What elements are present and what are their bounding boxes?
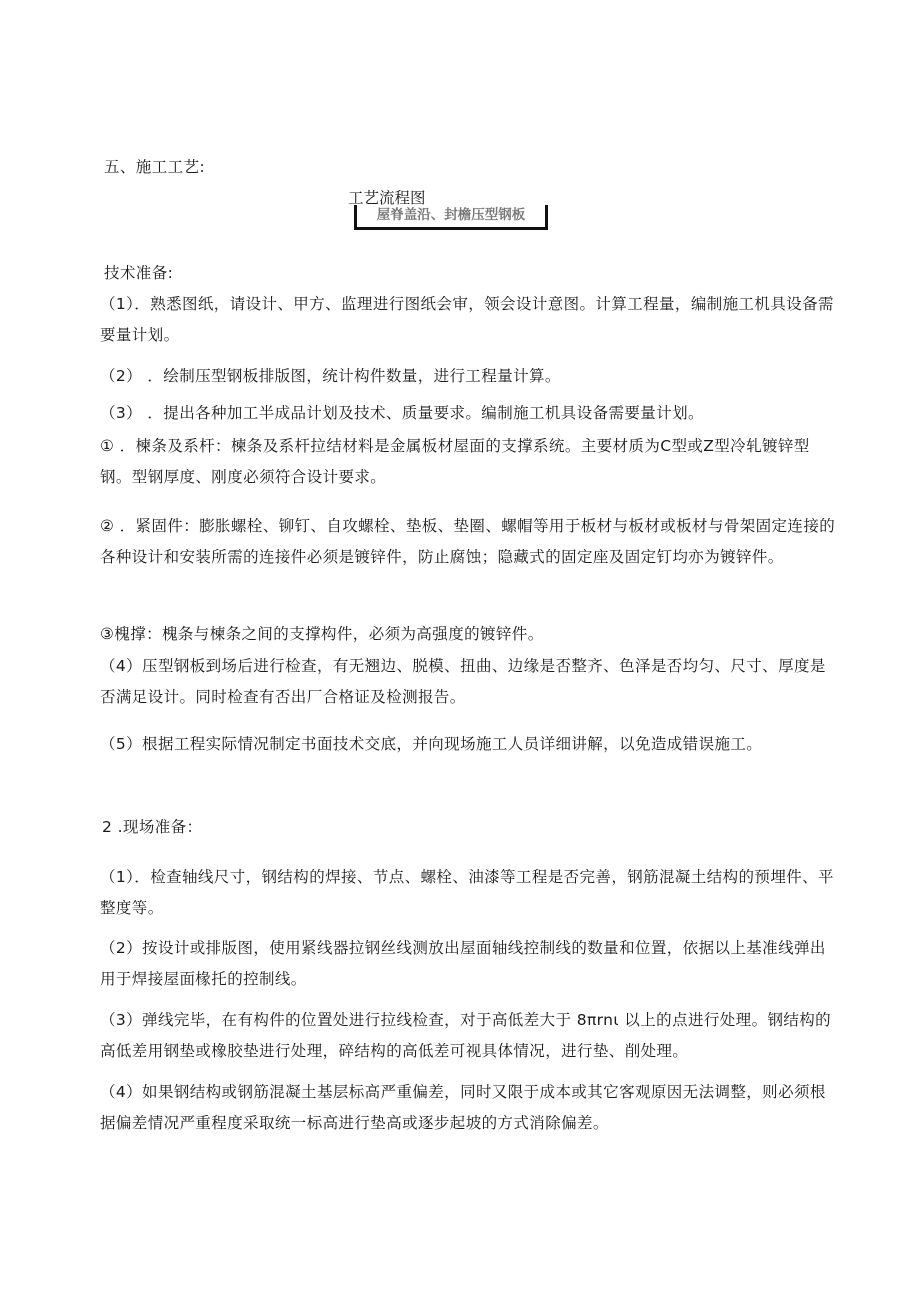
site-prep-heading: 2 .现场准备：	[102, 818, 203, 836]
tech-paragraph: （3） ．提出各种加工半成品计划及技术、质量要求。编制施工机具设备需要量计划。	[100, 404, 704, 422]
tech-paragraph: ③槐撑：槐条与楝条之间的支撑构件，必须为高强度的镀锌件。	[100, 625, 544, 643]
tech-paragraph: （2） ．绘制压型钢板排版图，统计构件数量，进行工程量计算。	[100, 367, 561, 385]
site-paragraph: （4）如果钢结构或钢筋混凝土基层标高严重偏差，同时又限于成本或其它客观原因无法调整，则必须根据偏差情况严重程度采取统一标高进行垫高或逐步起坡的方式消除偏差。	[100, 1083, 826, 1132]
section-heading: 五、施工工艺:	[104, 158, 206, 176]
site-paragraph: （2）按设计或排版图，使用紧线器拉钢丝线测放出屋面轴线控制线的数量和位置，依据以上基准线弹出用于焊接屋面椽托的控制线。	[100, 939, 826, 988]
tech-paragraph: （4）压型钢板到场后进行检查，有无翘边、脱模、扭曲、边缘是否整齐、色泽是否均匀、尺寸、厚度是否满足设计。同时检查有否出厂合格证及检测报告。	[100, 657, 826, 706]
site-paragraph: （3）弹线完毕，在有构件的位置处进行拉线检查，对于高低差大于 8πrnι 以上的点进行处理。钢结构的高低差用钢垫或橡胶垫进行处理，碎结构的高低差可视具体情况，进行垫、削处理。	[100, 1011, 832, 1060]
flow-chart-box: 屋脊盖沿、封檐压型钢板	[354, 205, 548, 230]
technical-prep-heading: 技术准备:	[104, 264, 174, 282]
site-paragraph: （1）．检查轴线尺寸，钢结构的焊接、节点、螺栓、油漆等工程是否完善，钢筋混凝土结构的预埋件、平整度等。	[100, 868, 834, 917]
tech-paragraph: ① ．楝条及系杆：楝条及系杆拉结材料是金属板材屋面的支撑系统。主要材质为C型或Z型冷轧镀锌型钢。型钢厚度、刚度必须符合设计要求。	[100, 437, 810, 486]
tech-paragraph: （1）．熟悉图纸，请设计、甲方、监理进行图纸会审，领会设计意图。计算工程量，编制施工机具设备需要量计划。	[100, 295, 834, 344]
tech-paragraph: （5）根据工程实际情况制定书面技术交底，并向现场施工人员详细讲解，以免造成错误施工。	[100, 735, 763, 753]
tech-paragraph: ② ．紧固件：膨胀螺栓、铆钉、自攻螺栓、垫板、垫圈、螺帽等用于板材与板材或板材与骨架固定连接的各种设计和安装所需的连接件必须是镀锌件，防止腐蚀；隐藏式的固定座及固定钉均亦为镀锌件。	[100, 517, 836, 566]
flow-chart-caption: 工艺流程图	[348, 189, 426, 207]
